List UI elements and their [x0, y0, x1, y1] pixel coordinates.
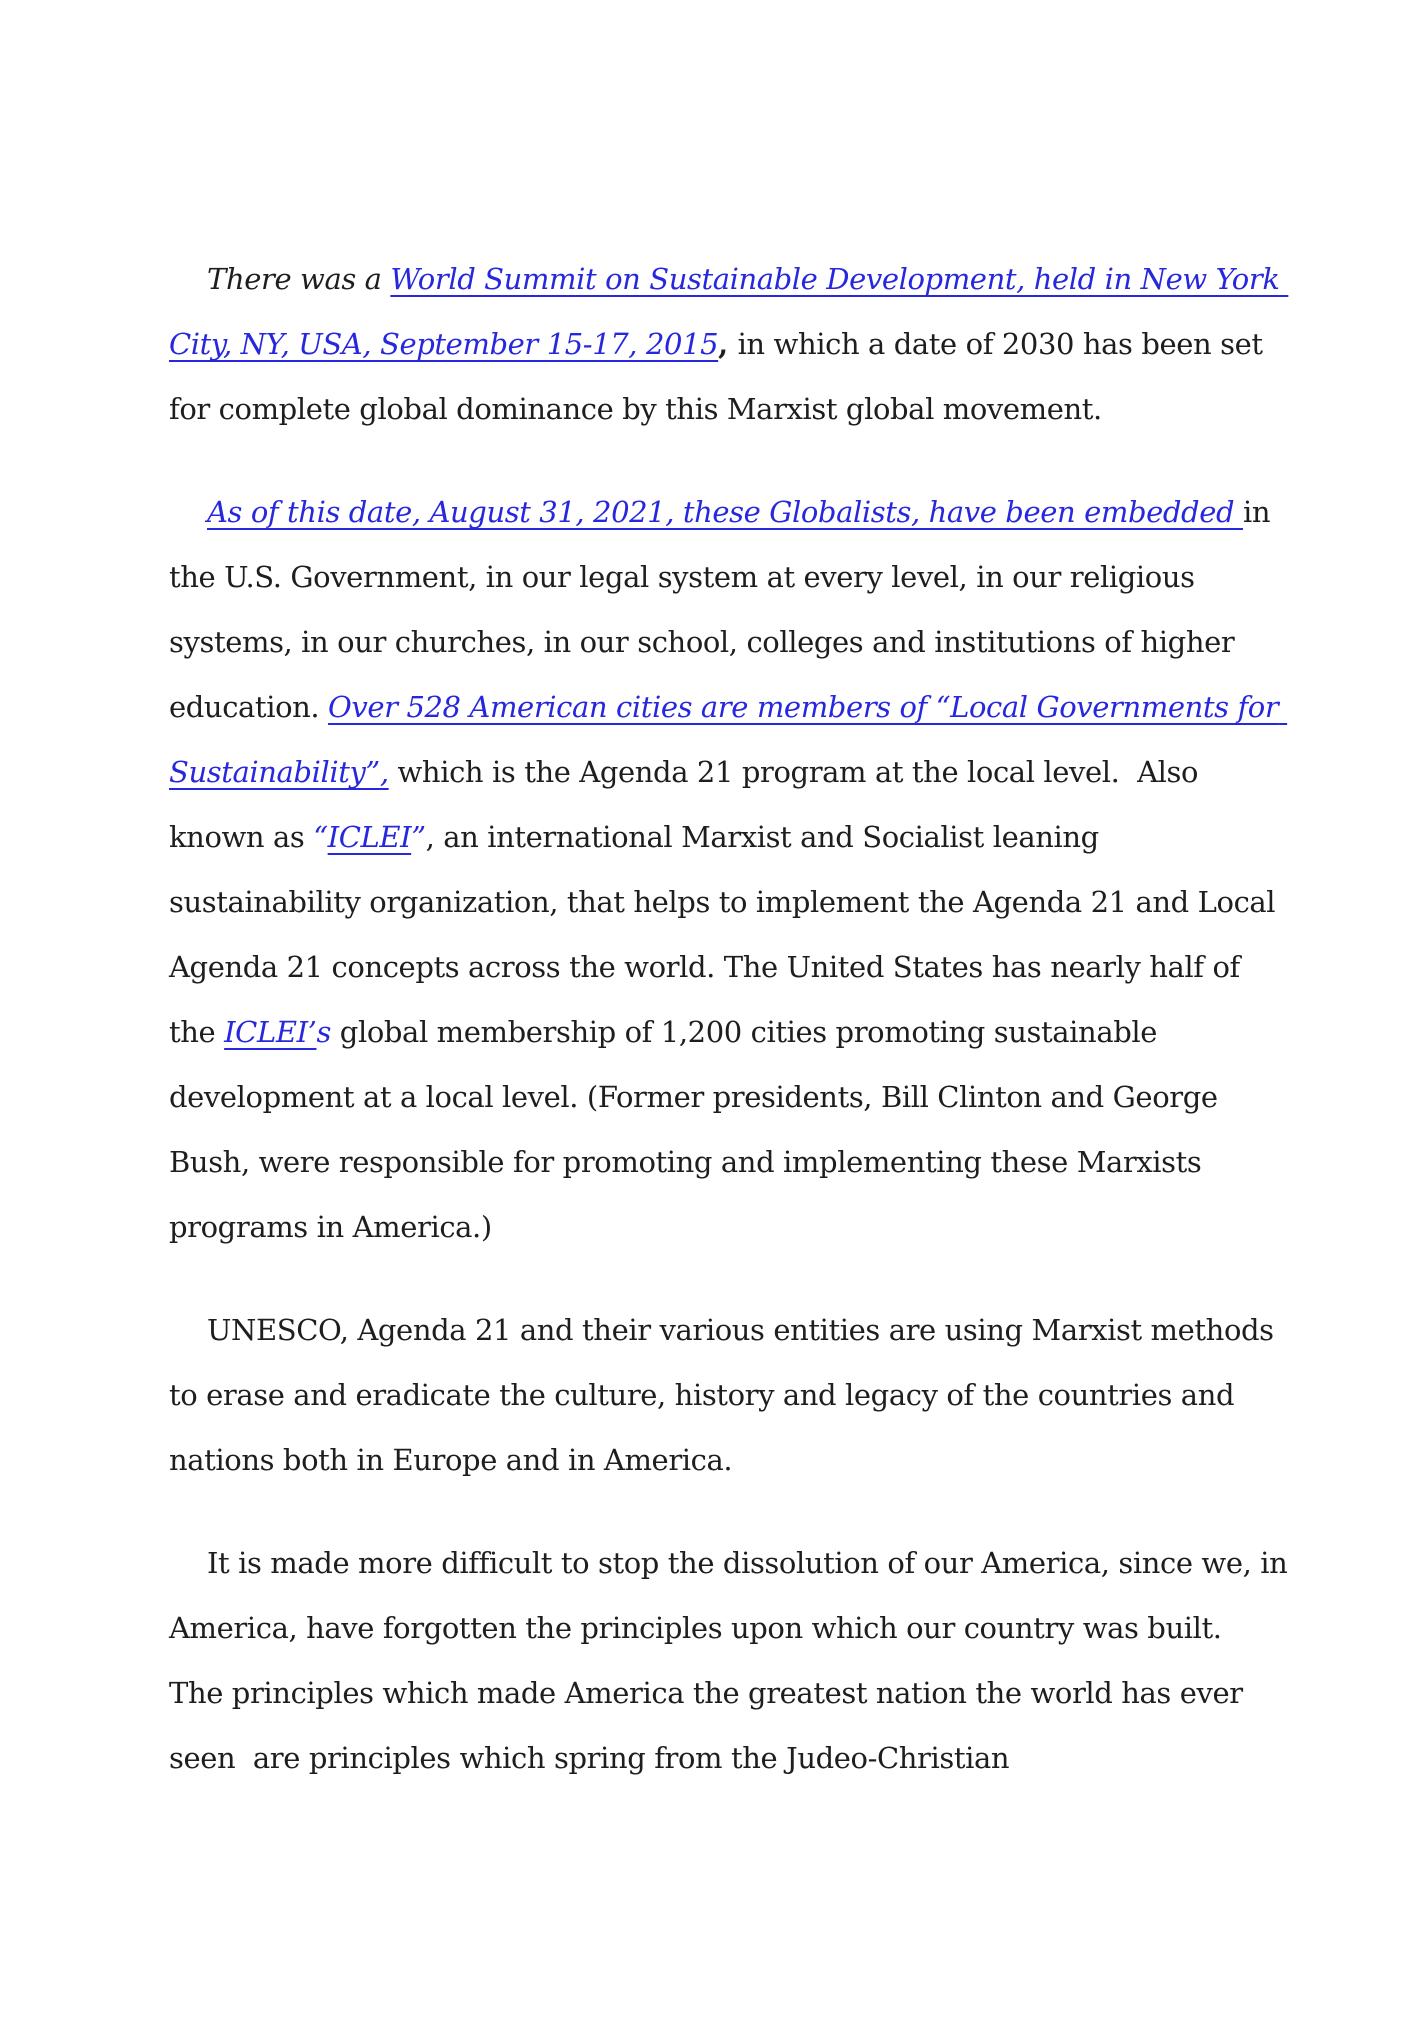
text-run: “ — [313, 820, 328, 854]
text-run: ” — [411, 820, 426, 854]
text-run: It is made more difficult to stop the dissolution of our America, since we, in America, have forgotten the principles upon which our country was built. The principles which made America the greatest nation the world has ever seen are principles which spring from the Judeo-Christian — [169, 1546, 1297, 1775]
hyperlink[interactable]: ICLEI’ — [224, 1015, 317, 1049]
text-run: UNESCO, Agenda 21 and their various entities are using Marxist methods to erase and eradicate the culture, history and legacy of the countries and nations both in Europe and in America. — [169, 1313, 1283, 1477]
text-run: , an international Marxist and Socialist leaning sustainability organization, that helps to implement the Agenda 21 and Local Agenda 21 concepts across the world. The United States has nearly half of the — [169, 820, 1285, 1049]
hyperlink[interactable]: World Summit on Sustainable Development, held in New York City, NY, USA, September 15-17, 2015 — [169, 262, 1289, 361]
text-run: There was a — [207, 262, 391, 296]
text-run: which is the Agenda 21 program at the local level. Also known as — [169, 755, 1207, 854]
hyperlink[interactable]: Over 528 American cities are members of “Local Governments for Sustainability”, — [169, 690, 1288, 789]
text-run: in the U.S. Government, in our legal system at every level, in our religious systems, in our churches, in our school, colleges and institutions of higher education. — [169, 495, 1279, 724]
paragraph-2 — [169, 480, 1293, 1260]
paragraph-3 — [169, 1298, 1293, 1493]
hyperlink[interactable]: As of this date, August 31, 2021, these Globalists, have been embedded — [207, 495, 1243, 529]
document-body — [169, 247, 1297, 1791]
paragraph-4 — [169, 1531, 1297, 1791]
text-run: s — [316, 1015, 331, 1049]
paragraph-1 — [169, 247, 1293, 442]
text-run: in which a date of 2030 has been set for complete global dominance by this Marxist global movement. — [169, 327, 1272, 426]
text-run: , — [718, 327, 738, 361]
text-run: global membership of 1,200 cities promoting sustainable development at a local level. (Former presidents, Bill Clinton and George Bush, were responsible for promoting and implementing these Marxists programs in America.) — [169, 1015, 1227, 1244]
hyperlink[interactable]: ICLEI — [327, 820, 412, 854]
